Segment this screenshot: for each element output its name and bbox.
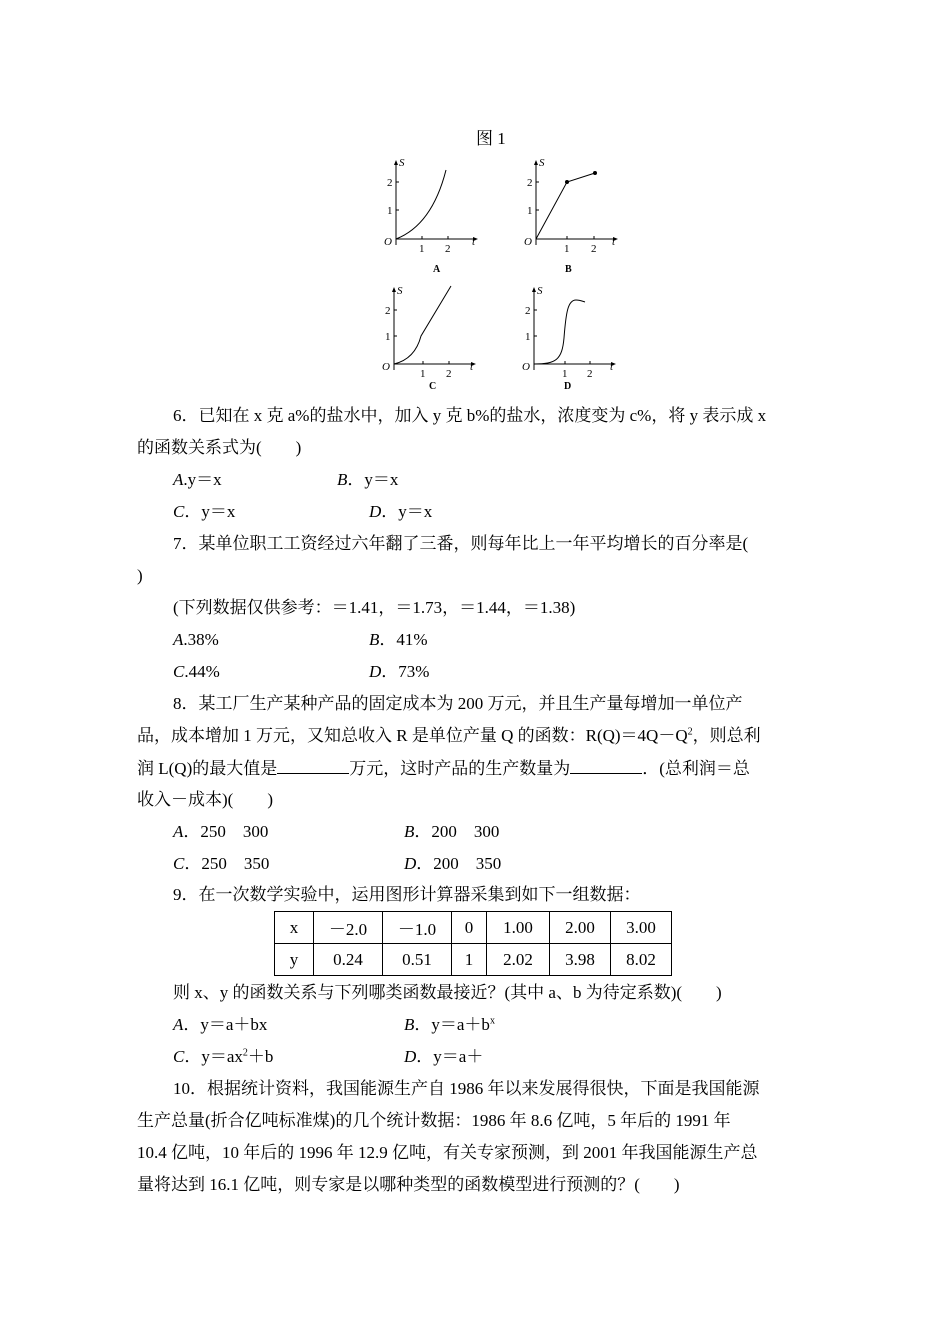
q8-stem-line2: 品，成本增加 1 万元，又知总收入 R 是单位产量 Q 的函数：$R(Q)=4Q-Q^2$，则总利 [137, 726, 761, 745]
graph-d [508, 282, 618, 394]
q10-stem-line2: 生产总量(折合亿吨标准煤)的几个统计数据：1986 年 8.6 亿吨，5 年后的 1991 年 [137, 1111, 731, 1130]
q8-option-a[interactable]: A．250 300 [173, 822, 269, 841]
table-cell: 3.98 [550, 944, 611, 976]
table-cell: 1.00 [487, 912, 550, 944]
q7-option-c[interactable]: C.44% [173, 662, 220, 681]
graph-d-xtick-1: 1 [562, 368, 568, 380]
q9-option-a[interactable]: A．y＝a＋bx [173, 1015, 268, 1034]
graph-a-caption: A [433, 264, 441, 275]
q8-stem-line3: 润 L(Q)的最大值是 万元，这时产品的生产数量为 ．(总利润＝总 [137, 759, 750, 778]
graph-b-ytick-1: 1 [527, 205, 533, 217]
q7-reference-data: (下列数据仅供参考：＝1.41，＝1.73，＝1.44，＝1.38) [173, 598, 576, 617]
graph-a-x-label: t [472, 236, 476, 248]
graph-d-ytick-2: 2 [525, 305, 531, 317]
q6-option-c[interactable]: C．y＝x [173, 502, 236, 521]
graph-c-x-label: t [470, 361, 474, 373]
graph-b-x-label: t [612, 236, 616, 248]
q7-stem-line1: 7．某单位职工工资经过六年翻了三番，则每年比上一年平均增长的百分率是( [173, 534, 749, 553]
q9-option-d[interactable]: D．y＝a＋ [404, 1047, 484, 1066]
graph-b-xtick-1: 1 [564, 243, 570, 255]
q8-option-c[interactable]: C．250 350 [173, 854, 270, 873]
q8-option-d[interactable]: D．200 350 [404, 854, 502, 873]
q9-question: 则 x、y 的函数关系与下列哪类函数最接近？(其中 a、b 为待定系数)( ) [173, 983, 722, 1002]
graph-a-origin: O [384, 236, 392, 248]
q8-stem-line4: 收入－成本)( ) [137, 790, 273, 809]
table-cell: y [275, 944, 314, 976]
table-cell: 2.02 [487, 944, 550, 976]
q9-stem-line1: 9．在一次数学实验中，运用图形计算器采集到如下一组数据： [173, 885, 641, 904]
q9-option-c[interactable]: C．$y=ax^2+b$ [173, 1047, 274, 1066]
table-cell: 1 [452, 944, 487, 976]
q6-stem-line1: 6．已知在 x 克 a%的盐水中，加入 y 克 b%的盐水，浓度变为 c%，将 y 表示成 x [173, 406, 767, 425]
q10-stem-line4: 量将达到 16.1 亿吨，则专家是以哪种类型的函数模型进行预测的？( ) [137, 1175, 680, 1194]
graph-b-origin: O [524, 236, 532, 248]
table-cell: x [275, 912, 314, 944]
graph-c-origin: O [382, 361, 390, 373]
table-cell: 0.51 [383, 944, 452, 976]
table-cell: 8.02 [611, 944, 672, 976]
q6-option-a[interactable]: A.y＝x [173, 470, 222, 489]
graph-d-y-label: S [537, 285, 543, 297]
q10-stem-line3: 10.4 亿吨，10 年后的 1996 年 12.9 亿吨，有关专家预测，到 2001 年我国能源生产总 [137, 1143, 758, 1162]
table-cell: 0 [452, 912, 487, 944]
graph-d-x-label: t [610, 361, 614, 373]
q8-blank-1[interactable] [277, 757, 349, 774]
graph-b [510, 155, 620, 280]
graph-d-origin: O [522, 361, 530, 373]
q6-option-d[interactable]: D．y＝x [369, 502, 433, 521]
graph-c [368, 282, 478, 394]
q8-blank-2[interactable] [570, 757, 642, 774]
q10-stem-line1: 10．根据统计资料，我国能源生产自 1986 年以来发展得很快，下面是我国能源 [173, 1079, 760, 1098]
q7-option-d[interactable]: D．73% [369, 662, 430, 681]
q6-stem-line2: 的函数关系式为( ) [137, 438, 302, 457]
q8-stem-line1: 8．某工厂生产某种产品的固定成本为 200 万元，并且生产量每增加一单位产 [173, 694, 743, 713]
table-row [275, 912, 672, 944]
graph-d-ytick-1: 1 [525, 331, 531, 343]
graph-c-caption: C [429, 381, 437, 392]
q6-option-b[interactable]: B．y＝x [337, 470, 399, 489]
graph-c-ytick-1: 1 [385, 331, 391, 343]
graph-b-y-label: S [539, 157, 545, 169]
graph-c-xtick-2: 2 [446, 368, 452, 380]
table-cell: 2.00 [550, 912, 611, 944]
graph-b-caption: B [565, 264, 572, 275]
graph-a-ytick-2: 2 [387, 177, 393, 189]
graph-c-y-label: S [397, 285, 403, 297]
graph-a-xtick-2: 2 [445, 243, 451, 255]
graph-b-xtick-2: 2 [591, 243, 597, 255]
graph-d-xtick-2: 2 [587, 368, 593, 380]
graph-c-xtick-1: 1 [420, 368, 426, 380]
graph-b-ytick-2: 2 [527, 177, 533, 189]
graph-a-ytick-1: 1 [387, 205, 393, 217]
q7-stem-line2: ) [137, 566, 143, 585]
graph-a-y-label: S [399, 157, 405, 169]
table-cell: －1.0 [383, 912, 452, 944]
figure-title: 图 1 [476, 129, 506, 148]
graph-d-caption: D [564, 381, 572, 392]
table-cell: －2.0 [314, 912, 383, 944]
q9-option-b[interactable]: B．$y=a+b^x$ [404, 1015, 495, 1034]
table-cell: 0.24 [314, 944, 383, 976]
table-row [275, 944, 672, 976]
q9-data-table [274, 911, 672, 976]
graph-a-xtick-1: 1 [419, 243, 425, 255]
q7-option-b[interactable]: B．41% [369, 630, 428, 649]
graph-a [370, 155, 480, 280]
table-cell: 3.00 [611, 912, 672, 944]
q8-option-b[interactable]: B．200 300 [404, 822, 500, 841]
graph-c-ytick-2: 2 [385, 305, 391, 317]
q7-option-a[interactable]: A.38% [173, 630, 219, 649]
